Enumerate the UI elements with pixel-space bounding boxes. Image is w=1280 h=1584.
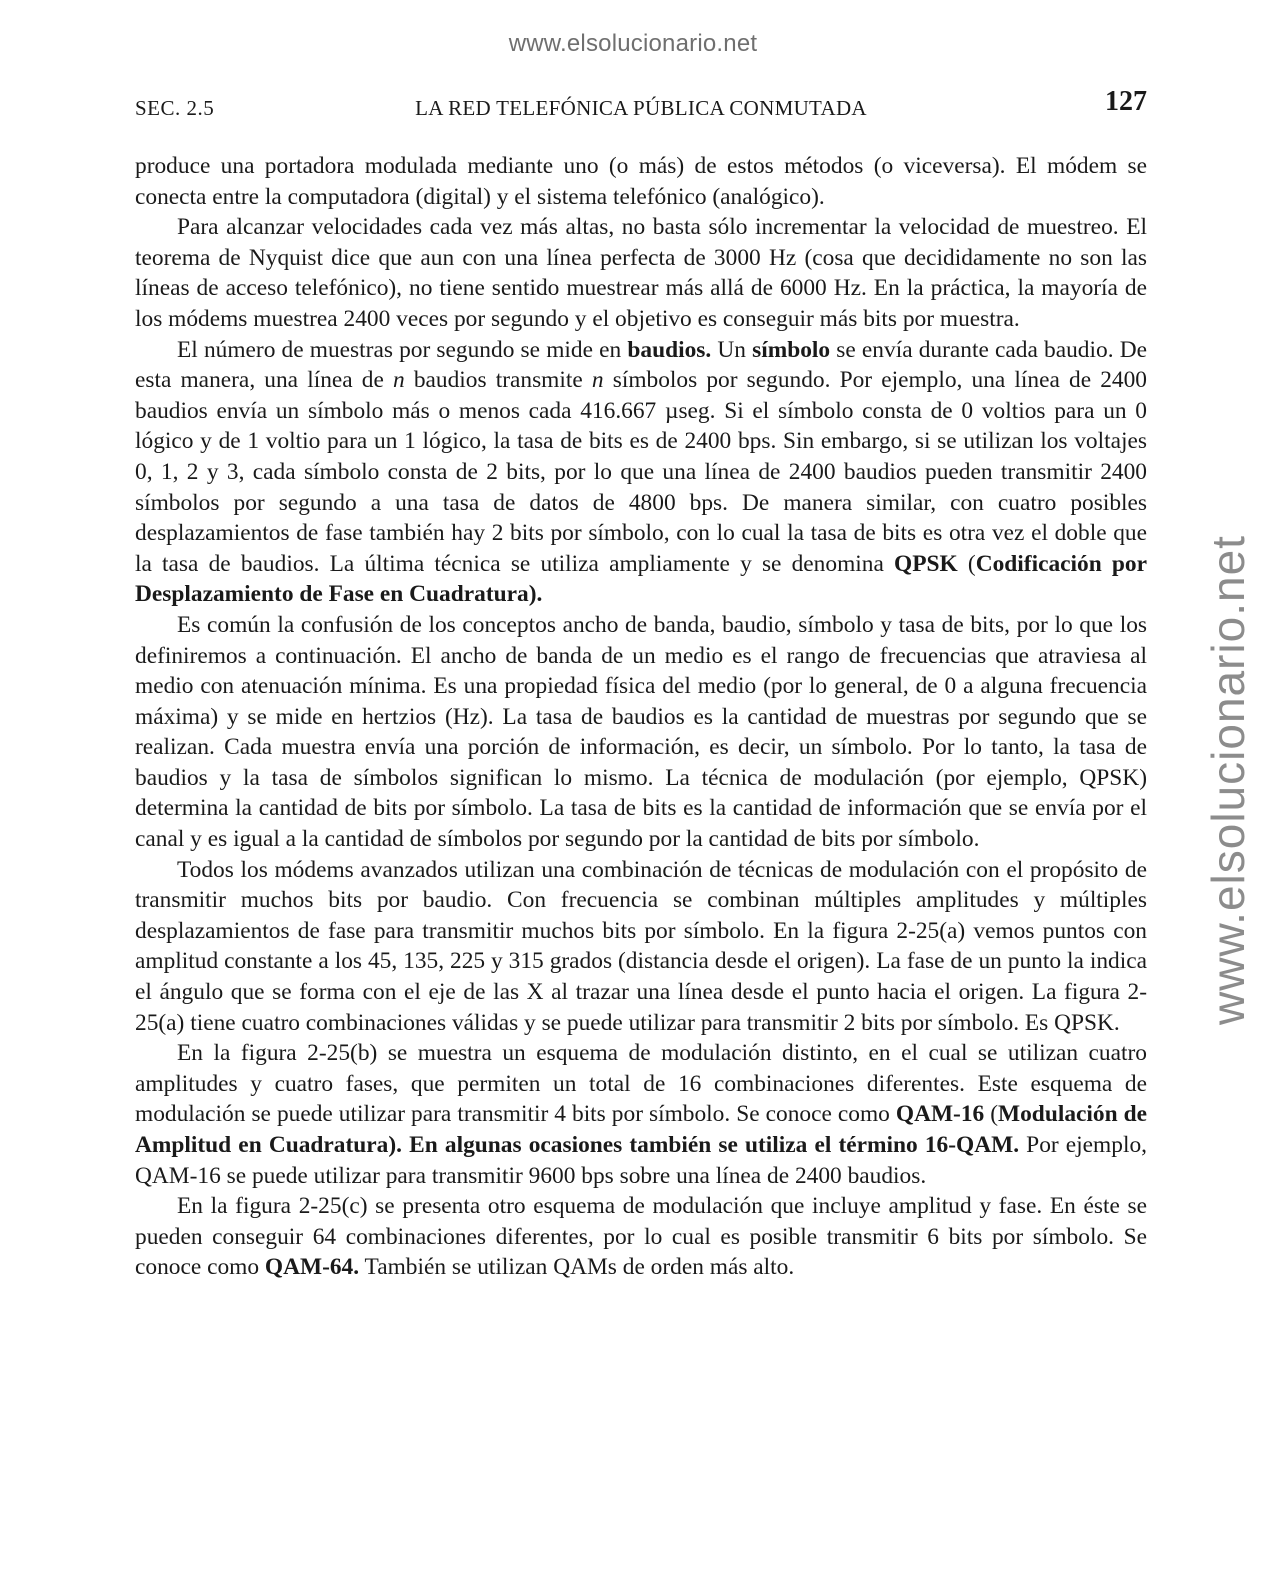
paragraph-6: [135, 1038, 1147, 1191]
text-run: ).: [528, 581, 543, 608]
paragraph-1: [135, 151, 1147, 212]
text-run: El número de muestras por segundo se mide en: [177, 336, 628, 363]
text-run: Un: [711, 336, 753, 363]
chapter-title: LA RED TELEFÓNICA PÚBLICA CONMUTADA: [415, 96, 867, 120]
term-qpsk-expansion: Codificación por Desplazamiento de Fase en Cuadratura: [135, 550, 1147, 608]
term-qam-expansion: Modulación de Amplitud en Cuadratura: [135, 1101, 1148, 1158]
paragraph-7: [135, 1191, 1147, 1283]
text-run: se envía durante cada baudio. De esta manera, una línea de: [135, 336, 1147, 394]
text-run: símbolos por segundo. Por ejemplo, una línea de 2400 baudios envía un símbolo más o menos cada 416.667 µseg. Si el símbolo consta de 0 voltios para un 0 lógico y de 1 voltio para un 1 lógico, la tasa de bits es de 2400 bps. Sin embargo, si se utilizan los voltajes 0, 1, 2 y 3, cada símbolo consta de 2 bits, por lo que una línea de 2400 baudios pueden transmitir 2400 símbolos por segundo a una tasa de datos de 4800 bps. De manera similar, con cuatro posibles desplazamientos de fase también hay 2 bits por símbolo, con lo cual la tasa de bits es otra vez el doble que la tasa de baudios. La última técnica se utiliza ampliamente y se denomina: [135, 367, 1147, 577]
text-run: baudios transmite: [404, 367, 592, 394]
term-qam16: QAM-16: [895, 1101, 985, 1128]
paragraph-4: [135, 610, 1147, 855]
variable-n: n: [392, 367, 405, 394]
text-run: En la figura 2-25(b) se muestra un esquema de modulación distinto, en el cual se utilizan cuatro amplitudes y cuatro fases, que permiten un total de 16 combinaciones diferentes. Este esquema de modulación se puede utilizar para transmitir 4 bits por símbolo. Se conoce como: [135, 1040, 1147, 1128]
paragraph-3: [135, 335, 1147, 610]
body-text: [135, 151, 1147, 1283]
text-run: Por ejemplo, QAM-16 se puede utilizar para transmitir 9600 bps sobre una línea de 2400 baudios.: [135, 1132, 1147, 1189]
term-simbolo: símbolo: [752, 336, 831, 363]
text-run: produce una portadora modulada mediante uno (o más) de estos métodos (o viceversa). El módem se conecta entre la computadora (digital) y el sistema telefónico (analógico).: [135, 153, 1147, 210]
paragraph-5: [135, 855, 1147, 1039]
term-qpsk: QPSK: [894, 550, 958, 577]
text-run: ). En algunas ocasiones también se utiliza el término: [388, 1132, 925, 1158]
text-run: (: [957, 550, 976, 577]
text-run: (: [984, 1101, 999, 1128]
text-run: Para alcanzar velocidades cada vez más altas, no basta sólo incrementar la velocidad de muestreo. El teorema de Nyquist dice que aun con una línea perfecta de 3000 Hz (cosa que decididamente no son las líneas de acceso telefónico), no tiene sentido muestrear más allá de 6000 Hz. En la práctica, la mayoría de los módems muestrea 2400 veces por segundo y el objetivo es conseguir más bits por muestra.: [135, 214, 1147, 332]
paragraph-2: [135, 212, 1147, 334]
text-run: También se utilizan QAMs de orden más alto.: [359, 1254, 795, 1281]
page-number: 127: [1105, 86, 1147, 117]
term-baudios: baudios.: [627, 336, 712, 363]
term-16qam: 16-QAM.: [924, 1132, 1020, 1158]
term-qam64: QAM-64.: [264, 1254, 360, 1281]
section-number: SEC. 2.5: [135, 96, 215, 120]
watermark-url-side: www.elsolucionario.net: [1202, 535, 1254, 1025]
text-run: Es común la confusión de los conceptos ancho de banda, baudio, símbolo y tasa de bits, por lo que los definiremos a continuación. El ancho de banda de un medio es el rango de frecuencias que atraviesa al medio con atenuación mínima. Es una propiedad física del medio (por lo general, de 0 a alguna frecuencia máxima) y se mide en hertzios (Hz). La tasa de baudios es la cantidad de muestras por segundo que se realizan. Cada muestra envía una porción de información, es decir, un símbolo. Por lo tanto, la tasa de baudios y la tasa de símbolos significan lo mismo. La técnica de modulación (por ejemplo, QPSK) determina la cantidad de bits por símbolo. La tasa de bits es la cantidad de información que se envía por el canal y es igual a la cantidad de símbolos por segundo por la cantidad de bits por símbolo.: [135, 611, 1147, 853]
text-run: En la figura 2-25(c) se presenta otro esquema de modulación que incluye amplitud y fase. En éste se pueden conseguir 64 combinaciones diferentes, por lo cual es posible transmitir 6 bits por símbolo. Se conoce como: [135, 1193, 1147, 1281]
watermark-url-top: www.elsolucionario.net: [508, 30, 758, 57]
text-run: Todos los módems avanzados utilizan una combinación de técnicas de modulación con el propósito de transmitir muchos bits por baudio. Con frecuencia se combinan múltiples amplitudes y múltiples desplazamientos de fase para transmitir muchos bits por símbolo. En la figura 2-25(a) vemos puntos con amplitud constante a los 45, 135, 225 y 315 grados (distancia desde el origen). La fase de un punto la indica el ángulo que se forma con el eje de las X al trazar una línea desde el punto hacia el origen. La figura 2-25(a) tiene cuatro combinaciones válidas y se puede utilizar para transmitir 2 bits por símbolo. Es QPSK.: [135, 856, 1147, 1036]
variable-n: n: [591, 367, 604, 394]
running-head: [135, 86, 1147, 126]
